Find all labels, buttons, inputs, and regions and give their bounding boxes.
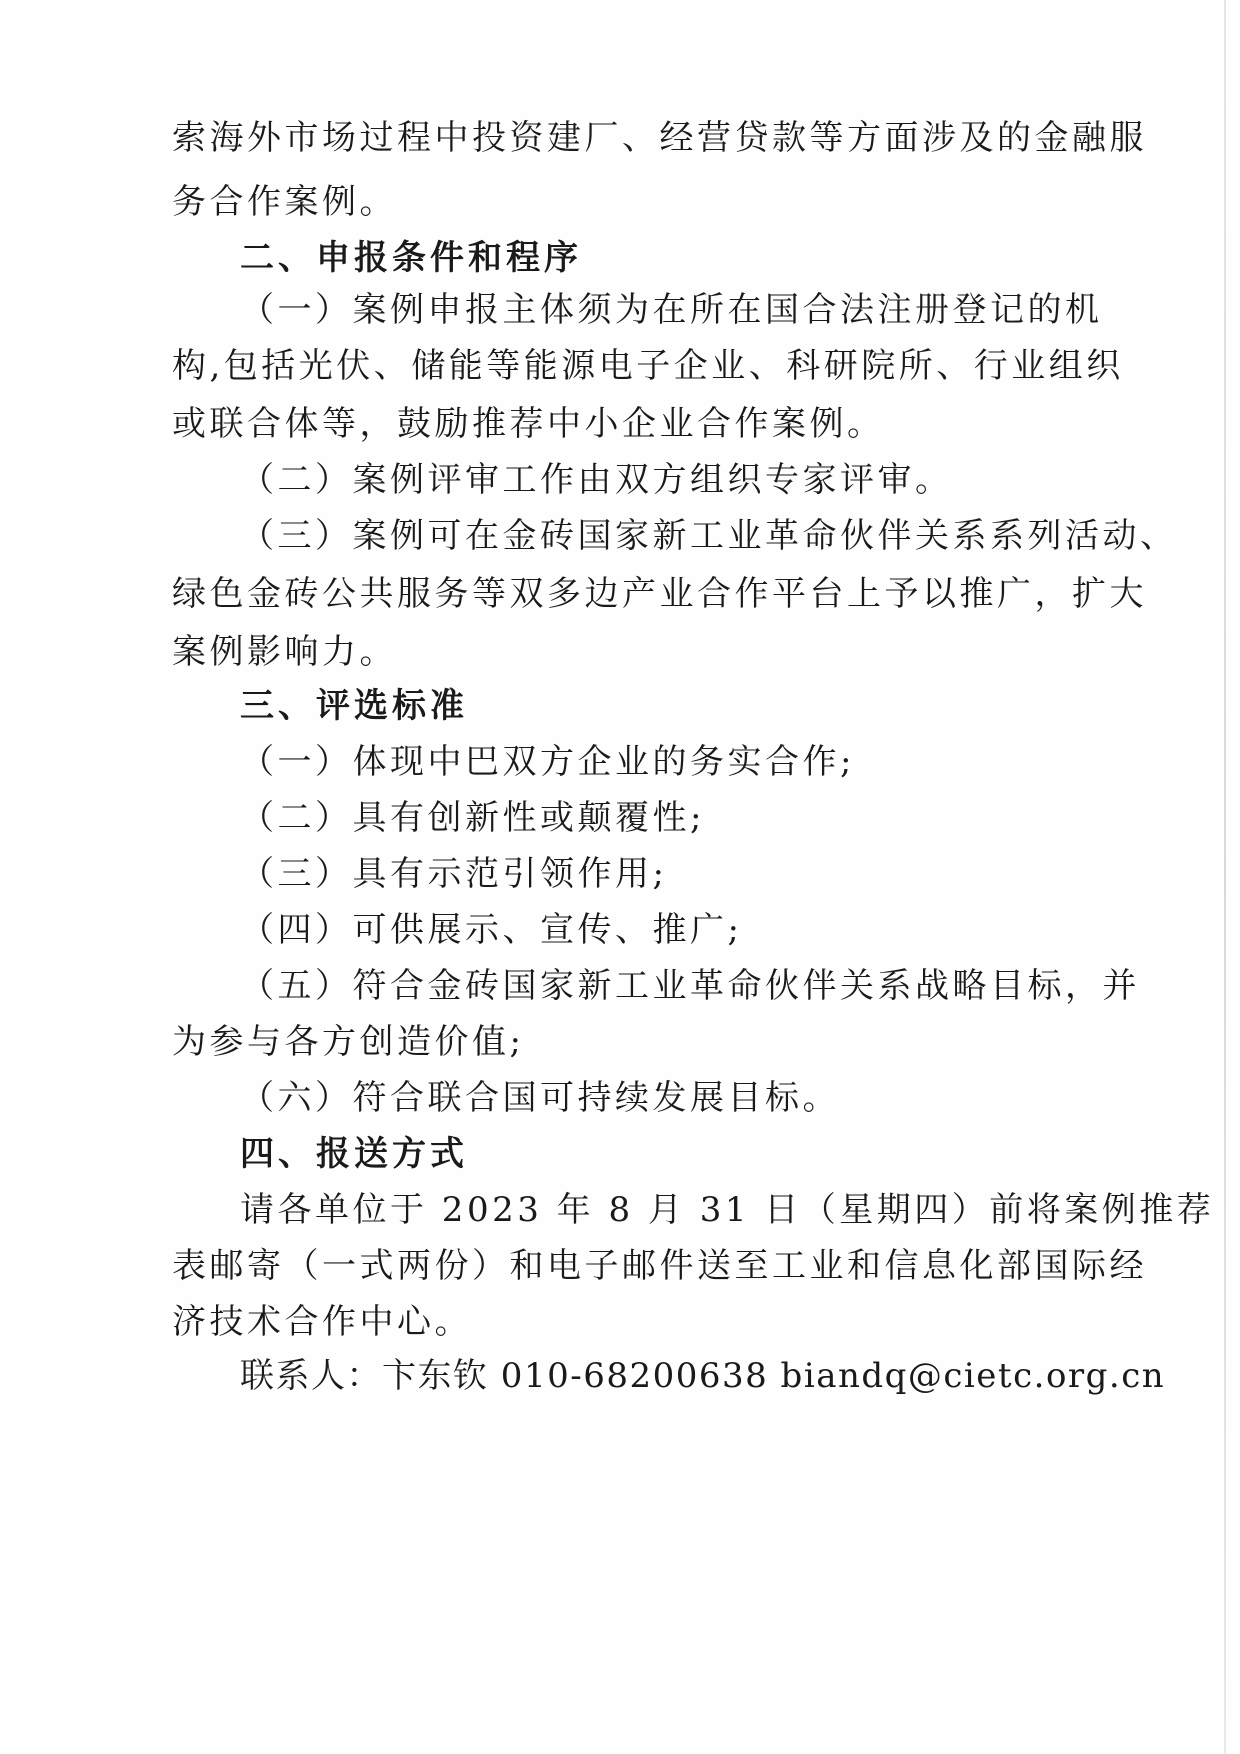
paragraph-line: （一）案例申报主体须为在所在国合法注册登记的机 — [240, 290, 1103, 330]
section-heading: 四、报送方式 — [240, 1134, 468, 1174]
paragraph-line: 绿色金砖公共服务等双多边产业合作平台上予以推广，扩大 — [172, 574, 1147, 614]
paragraph-line: 案例影响力。 — [172, 632, 397, 672]
contact-line: 联系人：卞东钦 010-68200638 biandq@cietc.org.cn — [240, 1356, 1166, 1396]
paragraph-line: （二）案例评审工作由双方组织专家评审。 — [240, 460, 953, 500]
criteria-item: （三）具有示范引领作用; — [240, 854, 668, 894]
scan-edge-shadow — [1224, 0, 1226, 1754]
section-heading: 二、申报条件和程序 — [240, 238, 582, 278]
paragraph-line: 或联合体等，鼓励推荐中小企业合作案例。 — [172, 404, 885, 444]
criteria-item: （四）可供展示、宣传、推广; — [240, 910, 743, 950]
criteria-item: （六）符合联合国可持续发展目标。 — [240, 1078, 840, 1118]
paragraph-line: 济技术合作中心。 — [172, 1302, 472, 1342]
paragraph-line: 构,包括光伏、储能等能源电子企业、科研院所、行业组织 — [172, 346, 1124, 386]
paragraph-line: （三）案例可在金砖国家新工业革命伙伴关系系列活动、 — [240, 516, 1178, 556]
paragraph-line: 请各单位于 2023 年 8 月 31 日（星期四）前将案例推荐 — [240, 1190, 1215, 1230]
criteria-item: （二）具有创新性或颠覆性; — [240, 798, 705, 838]
section-heading: 三、评选标准 — [240, 686, 468, 726]
criteria-item: （一）体现中巴双方企业的务实合作; — [240, 742, 855, 782]
paragraph-line: 务合作案例。 — [172, 182, 397, 222]
paragraph-line: 索海外市场过程中投资建厂、经营贷款等方面涉及的金融服 — [172, 118, 1147, 158]
paragraph-line: 为参与各方创造价值; — [172, 1022, 525, 1062]
paragraph-line: 表邮寄（一式两份）和电子邮件送至工业和信息化部国际经 — [172, 1246, 1147, 1286]
criteria-item: （五）符合金砖国家新工业革命伙伴关系战略目标，并 — [240, 966, 1140, 1006]
